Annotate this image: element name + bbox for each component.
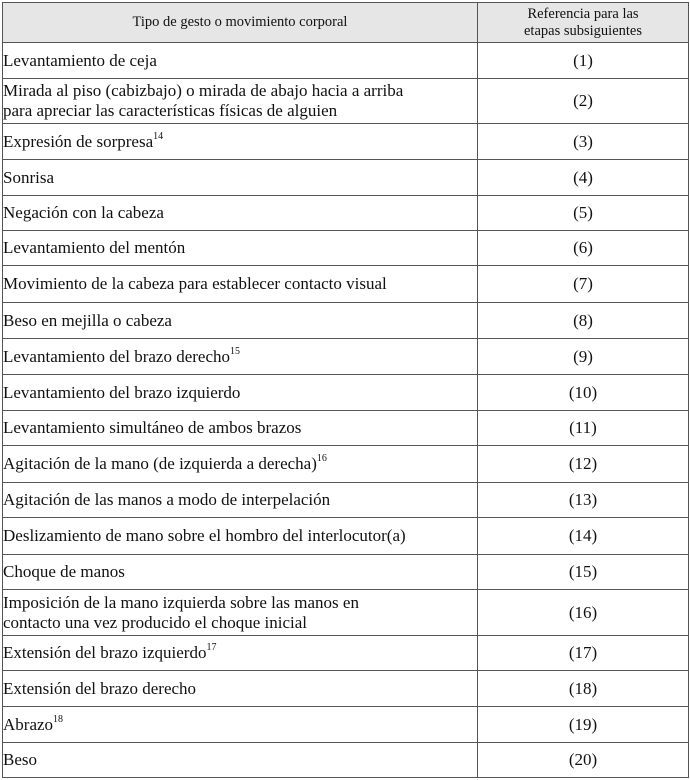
gesture-text: Extensión del brazo izquierdo: [3, 643, 207, 662]
header-reference-line1: Referencia para las: [527, 5, 639, 22]
gesture-text: Mirada al piso (cabizbajo) o mirada de abajo hacia a arriba: [3, 81, 404, 100]
reference-cell: (16): [478, 590, 689, 636]
table-row: [3, 231, 689, 266]
table-body: [3, 43, 689, 778]
table-row: [3, 590, 689, 636]
table-row: [3, 743, 689, 778]
reference-cell: (1): [478, 43, 689, 79]
gesture-text: Extensión del brazo derecho: [3, 678, 197, 698]
gesture-text: Movimiento de la cabeza para establecer contacto visual: [3, 274, 387, 293]
table-row: [3, 79, 689, 124]
table-row: [3, 375, 689, 411]
gesture-text-line2: contacto una vez producido el choque inicial: [3, 612, 307, 632]
gesture-cell: [3, 743, 478, 778]
footnote-marker: 15: [230, 345, 241, 357]
table-row: [3, 196, 689, 231]
footnote-marker: 18: [53, 713, 64, 725]
table-row: [3, 160, 689, 196]
gesture-cell: [3, 196, 478, 231]
table-row: [3, 518, 689, 555]
reference-cell: (6): [478, 231, 689, 266]
header-row: [3, 3, 689, 43]
gesture-cell: [3, 231, 478, 266]
gesture-cell: [3, 590, 478, 636]
gesture-cell: [3, 446, 478, 483]
gesture-text: Levantamiento del mentón: [3, 238, 186, 257]
reference-cell: (18): [478, 671, 689, 707]
gesture-text: Agitación de la mano (de izquierda a derecha): [3, 454, 317, 473]
gesture-text: Expresión de sorpresa: [3, 131, 154, 151]
gesture-cell: [3, 483, 478, 518]
gesture-cell: [3, 124, 478, 160]
gesture-cell: [3, 266, 478, 303]
gesture-cell: [3, 303, 478, 339]
reference-cell: (8): [478, 303, 689, 339]
table-row: [3, 446, 689, 483]
reference-cell: (5): [478, 196, 689, 231]
table-row: [3, 339, 689, 375]
gesture-table: [2, 2, 689, 778]
reference-cell: (9): [478, 339, 689, 375]
header-reference: [478, 3, 689, 43]
gesture-text: Deslizamiento de mano sobre el hombro del interlocutor(a): [3, 526, 406, 545]
table-row: [3, 555, 689, 590]
reference-cell: (3): [478, 124, 689, 160]
gesture-text: Imposición de la mano izquierda sobre las manos en: [3, 592, 359, 612]
reference-cell: (11): [478, 411, 689, 446]
reference-cell: (19): [478, 707, 689, 743]
footnote-marker: 16: [316, 453, 327, 465]
gesture-text: Abrazo: [3, 714, 54, 734]
table-row: [3, 411, 689, 446]
gesture-cell: [3, 375, 478, 411]
gesture-text-line2: para apreciar las características físicas de alguien: [3, 101, 338, 120]
reference-cell: (17): [478, 636, 689, 671]
gesture-cell: [3, 411, 478, 446]
reference-cell: (7): [478, 266, 689, 303]
table-row: [3, 43, 689, 79]
reference-cell: (13): [478, 483, 689, 518]
gesture-cell: [3, 160, 478, 196]
reference-cell: (12): [478, 446, 689, 483]
header-reference-line2: etapas subsiguientes: [524, 22, 642, 39]
gesture-cell: [3, 636, 478, 671]
gesture-cell: [3, 671, 478, 707]
gesture-text: Beso: [3, 750, 37, 769]
gesture-text: Levantamiento del brazo izquierdo: [3, 382, 241, 402]
gesture-cell: [3, 339, 478, 375]
gesture-text: Sonrisa: [3, 167, 54, 187]
table-row: [3, 124, 689, 160]
reference-cell: (15): [478, 555, 689, 590]
footnote-marker: 17: [206, 642, 217, 654]
reference-cell: (20): [478, 743, 689, 778]
gesture-cell: [3, 43, 478, 79]
header-gesture-type: Tipo de gesto o movimiento corporal: [3, 3, 478, 43]
table-row: [3, 636, 689, 671]
gesture-text: Beso en mejilla o cabeza: [3, 310, 172, 330]
gesture-text: Levantamiento simultáneo de ambos brazos: [3, 418, 302, 437]
gesture-text: Negación con la cabeza: [3, 203, 164, 222]
table-row: [3, 266, 689, 303]
gesture-text: Levantamiento del brazo derecho: [3, 346, 231, 366]
reference-cell: (4): [478, 160, 689, 196]
reference-cell: (10): [478, 375, 689, 411]
gesture-cell: [3, 79, 478, 124]
reference-cell: (2): [478, 79, 689, 124]
gesture-cell: [3, 555, 478, 590]
gesture-text: Levantamiento de ceja: [3, 50, 157, 70]
table-row: [3, 303, 689, 339]
table-row: [3, 707, 689, 743]
table-row: [3, 483, 689, 518]
reference-cell: (14): [478, 518, 689, 555]
gesture-cell: [3, 707, 478, 743]
gesture-text: Agitación de las manos a modo de interpelación: [3, 490, 331, 509]
footnote-marker: 14: [153, 130, 164, 142]
gesture-cell: [3, 518, 478, 555]
table-row: [3, 671, 689, 707]
gesture-text: Choque de manos: [3, 562, 125, 581]
